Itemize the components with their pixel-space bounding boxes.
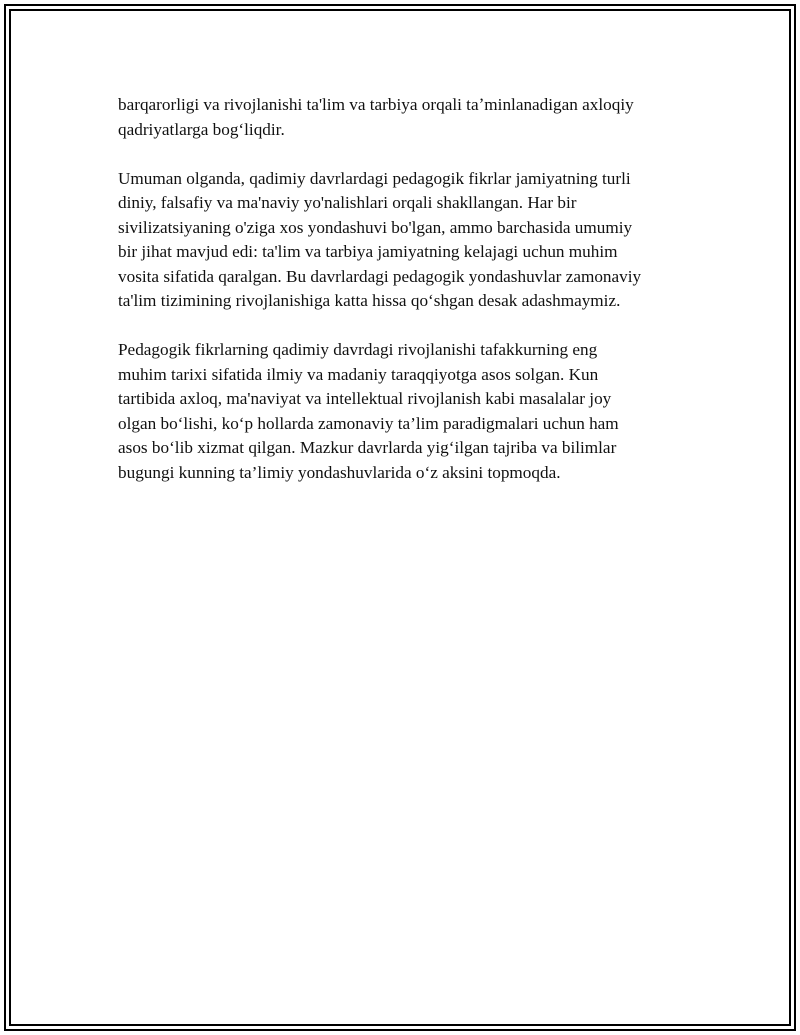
text-line: bugungi kunning ta’limiy yondashuvlarida o‘z aksini topmoqda.	[118, 462, 561, 482]
text-line: vosita sifatida qaralgan. Bu davrlardagi pedagogik yondashuvlar zamonaviy	[118, 266, 642, 286]
paragraph-1	[118, 93, 688, 142]
document-body	[118, 93, 688, 510]
text-line: ta'lim tizimining rivojlanishiga katta hissa qo‘shgan desak adashmaymiz.	[118, 291, 621, 310]
text-line: olgan bo‘lishi, ko‘p hollarda zamonaviy ta’lim paradigmalari uchun ham	[118, 413, 619, 433]
paragraph-3	[118, 338, 688, 485]
text-line: Pedagogik fikrlarning qadimiy davrdagi rivojlanishi tafakkurning eng	[118, 340, 598, 359]
text-line: barqarorligi va rivojlanishi ta'lim va tarbiya orqali taʼminlanadigan axloqiy	[118, 95, 634, 114]
text-line: bir jihat mavjud edi: ta'lim va tarbiya jamiyatning kelajagi uchun muhim	[118, 242, 618, 261]
text-line: diniy, falsafiy va ma'naviy yo'nalishlari orqali shakllangan. Har bir	[118, 193, 577, 212]
text-line: qadriyatlarga bog‘liqdir.	[118, 119, 285, 139]
paragraph-2	[118, 167, 688, 314]
text-line: muhim tarixi sifatida ilmiy va madaniy taraqqiyotga asos solgan. Kun	[118, 364, 599, 384]
text-line: asos bo‘lib xizmat qilgan. Mazkur davrlarda yig‘ilgan tajriba va bilimlar	[118, 438, 617, 457]
text-line: sivilizatsiyaning o'ziga xos yondashuvi bo'lgan, ammo barchasida umumiy	[118, 217, 633, 237]
text-line: tartibida axloq, ma'naviyat va intellektual rivojlanish kabi masalalar joy	[118, 389, 612, 408]
text-line: Umuman olganda, qadimiy davrlardagi pedagogik fikrlar jamiyatning turli	[118, 168, 631, 188]
